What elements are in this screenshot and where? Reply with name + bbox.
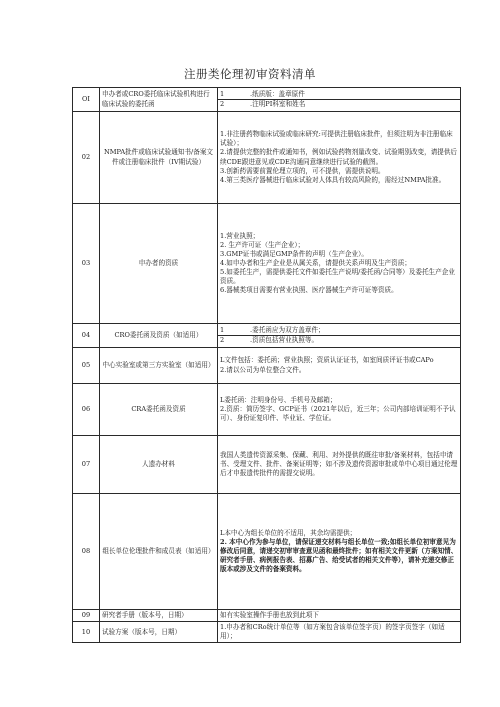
table-row [73, 494, 461, 610]
row-number: 07 [73, 436, 100, 494]
requirement-line: 4.如申办者和生产企业是从属关系，请提供关系声明及生产资质； [220, 258, 411, 267]
row-number: 04 [73, 324, 100, 348]
subrow-index: 1 [220, 325, 225, 334]
row-requirements [218, 622, 461, 643]
table-row [73, 622, 461, 643]
row-item: NMPA批件或临床试验通知书/备案文件或注册临床批件（IV期试验） [100, 112, 218, 204]
row-item: 申办者或CRO委托临床试验机构进行临床试验的委托函 [100, 88, 218, 112]
row-item: 人遗办材料 [100, 436, 218, 494]
requirement-line: 2. 本中心作为参与单位，请保证递交材料与组长单位一致;如组长单位初审意见为修改后同意，请递交初审审查意见函和最终批件；如有相关文件更新（方案知情、研究者手册、病例报告表、招募广告、给受试者的相关文件等），请补充递交修正版本或涉及文件的备案资料。 [220, 537, 458, 574]
table-row [73, 324, 461, 348]
table-row [73, 384, 461, 436]
requirement-line: 5.如委托生产，需提供委托文件如委托生产说明/委托函/合同等）及委托生产企业资质。 [220, 268, 455, 286]
row-item: 组长单位伦理批件和成员表（如适用） [100, 494, 218, 610]
row-requirements [218, 112, 461, 204]
requirement-line: L文件包括：委托函；营业执照；资质认证证书，如室间质评证书或CAPo [220, 356, 434, 365]
requirement-subrow [218, 326, 460, 335]
subrow-text: .纸质版：盖章原件 [250, 89, 305, 98]
row-number: 10 [73, 622, 100, 643]
row-number: 02 [73, 112, 100, 204]
row-requirements [218, 324, 461, 348]
requirement-line: 3.创新药需要前置伦理立项的，可不提供，需提供说明。 [220, 166, 385, 175]
row-requirements [218, 436, 461, 494]
requirement-line: L委托函：注明身份号、手机号及邮箱； [220, 395, 337, 404]
row-item: 申办者的资质 [100, 204, 218, 324]
row-number: 05 [73, 348, 100, 384]
table-row [73, 112, 461, 204]
requirement-line: 1.营业执照； [220, 231, 260, 240]
requirement-subrow [218, 90, 460, 99]
requirement-line: 2.请以公司为单位整合文件。 [220, 365, 306, 374]
row-requirements [218, 204, 461, 324]
row-item: 研究者手册（版本号，日期） [100, 610, 218, 622]
requirement-subrow [218, 99, 460, 109]
row-number: OI [73, 88, 100, 112]
row-item: CRA委托函及资质 [100, 384, 218, 436]
subrow-index: 2 [220, 100, 225, 108]
subrow-index: 2 [220, 336, 225, 344]
requirement-line: 我国人类遗传资源采集、保藏、利用、对外提供的既往审批/备案材料，包括申请书、受理文件、批件、备案证明等；如不涉及遗传资源审批或单中心项目通过伦理后才申报遗传批件的需提交说明。 [220, 450, 458, 478]
page-title: 注册类伦理初审资料清单 [184, 67, 316, 81]
row-requirements [218, 494, 461, 610]
requirement-line: 1.申办者和CRo统计单位等（如方案包含该单位签字页）的签字页签字（如适用）； [220, 623, 445, 641]
row-item: 中心实验室或第三方实验室（如适用） [100, 348, 218, 384]
row-requirements [218, 348, 461, 384]
requirement-line: 1.非注册药物临床试验或临床研究:可提供注册临床批件，但须注明为非注册临床试验）； [220, 130, 453, 148]
table-row [73, 204, 461, 324]
requirement-line: 2.请提供完整的批件或通知书，例如试验药物剂量改变、试验期别改变，请提供后续CDE跟进意见或CDE沟通同意继续进行试验的截图。 [220, 148, 458, 166]
table-row [73, 88, 461, 112]
row-item: 试验方案（版本号，日期） [100, 622, 218, 643]
row-requirements [218, 88, 461, 112]
requirement-line: 6.器械类项目需要有营业执照、医疗器械生产许可证等资质。 [220, 286, 398, 295]
subrow-text: .注明PI科室和姓名 [250, 100, 306, 108]
subrow-text: .委托函应为双方盖章件； [250, 325, 325, 334]
requirement-line: 2. 生产许可证（生产企业）； [220, 240, 305, 249]
subrow-text: .资质包括营业执照等。 [250, 336, 319, 344]
table-row [73, 610, 461, 622]
row-requirements [218, 610, 461, 622]
table-row [73, 348, 461, 384]
row-number: 08 [73, 494, 100, 610]
requirement-line: 3.GMP证书或满足GMP条件的声明（生产企业）。 [220, 249, 368, 258]
row-number: 06 [73, 384, 100, 436]
row-requirements [218, 384, 461, 436]
requirement-line: 如有实验室操作手册也放到此项下 [220, 611, 319, 619]
requirement-line: 4.第三类医疗器械进行临床试验对人体具有较高风险的，需经过NMPA批准。 [220, 175, 446, 184]
requirement-line: L本中心为组长单位的不适用，其余均需提供； [220, 528, 357, 537]
table-row [73, 436, 461, 494]
requirement-line: 2.资质：简历签字、GCP证书（2021年以后，近三年；公司内部培训证明不予认可）、身份证复印件、毕业证、学位证。 [220, 404, 456, 423]
row-number: 09 [73, 610, 100, 622]
requirement-subrow [218, 335, 460, 345]
checklist-table [72, 87, 461, 643]
row-number: 03 [73, 204, 100, 324]
row-item: CRO委托函及资质（如适用） [100, 324, 218, 348]
subrow-index: 1 [220, 89, 225, 98]
